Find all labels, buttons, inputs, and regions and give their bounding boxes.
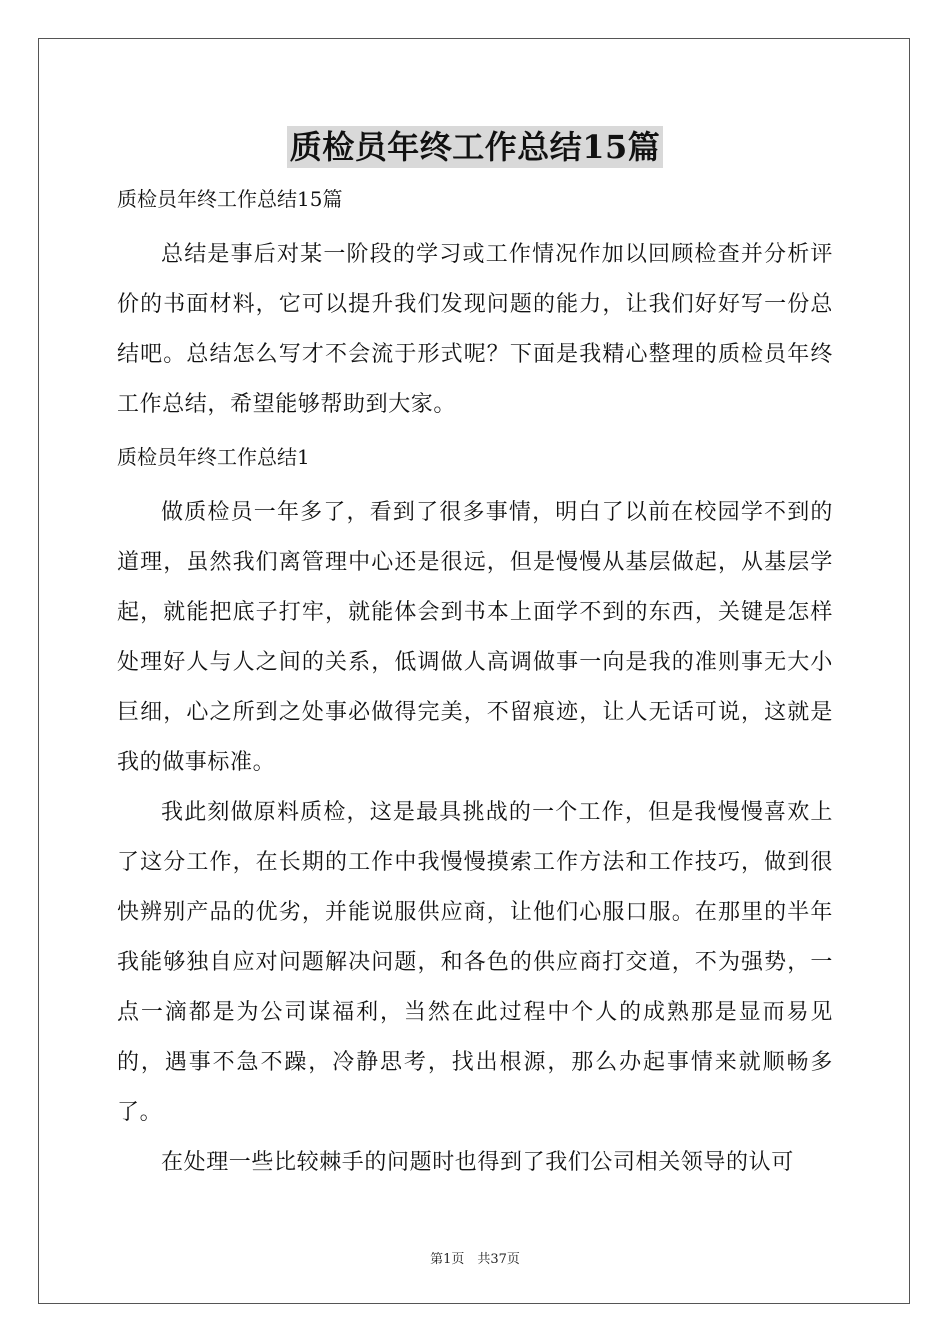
title-container	[0, 126, 950, 168]
document-title: 质检员年终工作总结15篇	[287, 126, 664, 168]
intro-paragraph: 总结是事后对某一阶段的学习或工作情况作加以回顾检查并分析评价的书面材料，它可以提升我们发现问题的能力，让我们好好写一份总结吧。总结怎么写才不会流于形式呢？下面是我精心整理的质检员年终工作总结，希望能够帮助到大家。	[117, 242, 833, 417]
document-subtitle: 质检员年终工作总结15篇	[117, 187, 343, 211]
body-paragraph-1: 做质检员一年多了，看到了很多事情，明白了以前在校园学不到的道理，虽然我们离管理中心还是很远，但是慢慢从基层做起，从基层学起，就能把底子打牢，就能体会到书本上面学不到的东西，关键是怎样处理好人与人之间的关系，低调做人高调做事一向是我的准则事无大小巨细，心之所到之处事必做得完美，不留痕迹，让人无话可说，这就是我的做事标准。	[117, 500, 833, 775]
page-footer: 第1页 共37页	[430, 1252, 520, 1267]
document-body	[117, 180, 833, 1188]
section-heading-1: 质检员年终工作总结1	[117, 445, 310, 469]
body-paragraph-3: 在处理一些比较棘手的问题时也得到了我们公司相关领导的认可	[161, 1150, 794, 1175]
body-paragraph-2: 我此刻做原料质检，这是最具挑战的一个工作，但是我慢慢喜欢上了这分工作，在长期的工作中我慢慢摸索工作方法和工作技巧，做到很快辨别产品的优劣，并能说服供应商，让他们心服口服。在那里的半年我能够独自应对问题解决问题，和各色的供应商打交道，不为强势，一点一滴都是为公司谋福利，当然在此过程中个人的成熟那是显而易见的，遇事不急不躁，冷静思考，找出根源，那么办起事情来就顺畅多了。	[117, 800, 833, 1125]
